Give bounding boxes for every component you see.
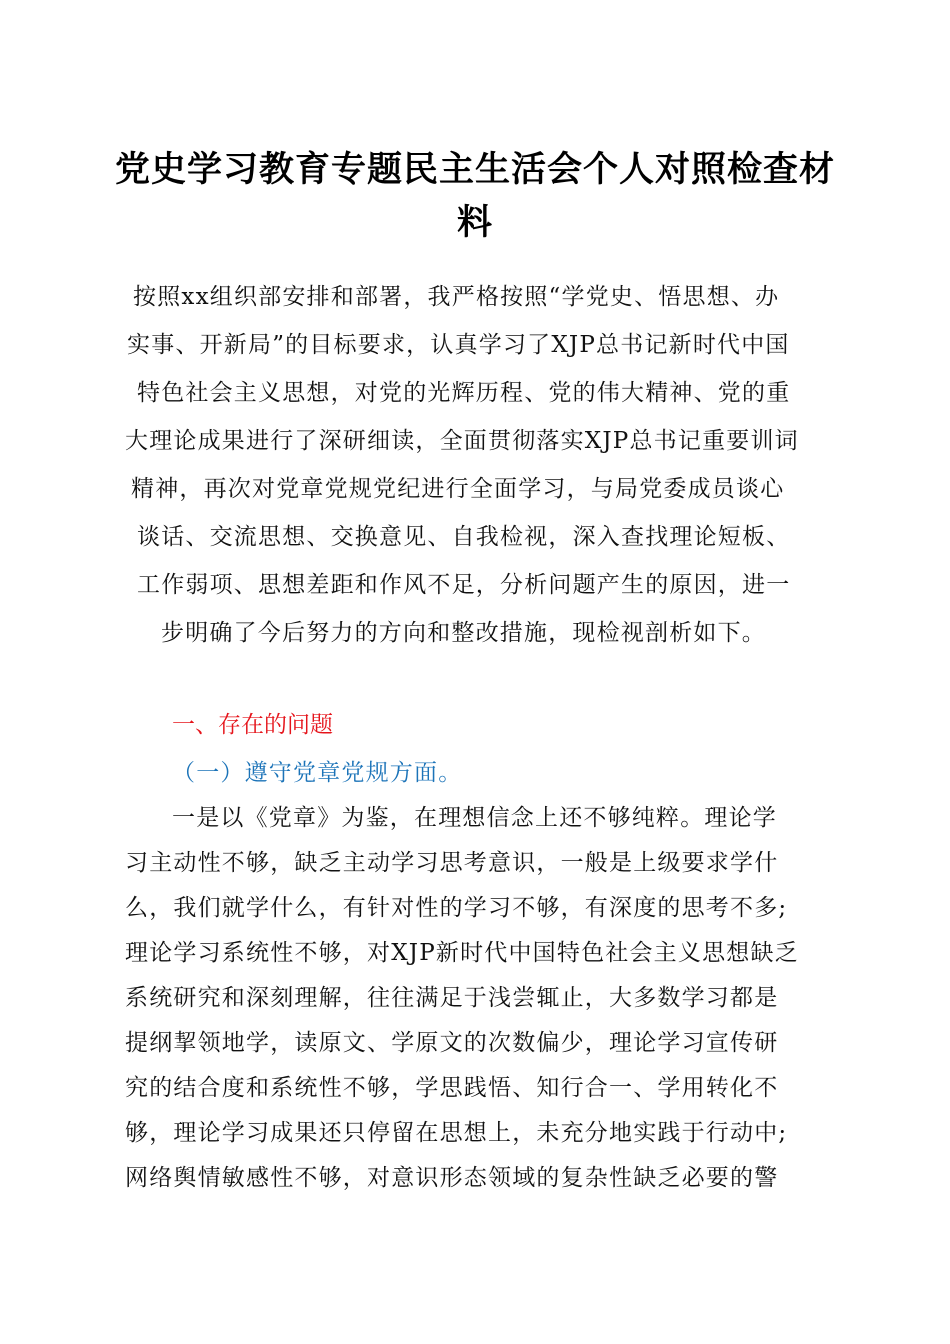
intro-line-2: 实事、开新局”的目标要求，认真学习了XJP总书记新时代中国 [127, 332, 790, 358]
body-line-9: 网络舆情敏感性不够，对意识形态领域的复杂性缺乏必要的警 [125, 1165, 779, 1191]
body-line-5: 系统研究和深刻理解，往往满足于浅尝辄止，大多数学习都是 [125, 985, 779, 1011]
intro-line-5: 精神，再次对党章党规党纪进行全面学习，与局党委成员谈心 [131, 476, 785, 502]
intro-line-1: 按照xx组织部安排和部署，我严格按照“学党史、悟思想、办 [133, 284, 780, 310]
intro-line-7: 工作弱项、思想差距和作风不足，分析问题产生的原因，进一 [137, 572, 791, 598]
body-line-1: 一是以《党章》为鉴，在理想信念上还不够纯粹。理论学 [172, 805, 777, 831]
intro-line-4: 大理论成果进行了深研细读，全面贯彻落实XJP总书记重要训词 [125, 428, 799, 454]
document-title: 党史学习教育专题民主生活会个人对照检查材料 [114, 149, 835, 243]
body-line-8: 够，理论学习成果还只停留在思想上，未充分地实践于行动中; [125, 1120, 788, 1146]
intro-line-8: 步明确了今后努力的方向和整改措施，现检视剖析如下。 [161, 620, 766, 646]
body-line-6: 提纲挈领地学，读原文、学原文的次数偏少，理论学习宣传研 [125, 1030, 779, 1056]
subsection-heading-party-rules: （一）遵守党章党规方面。 [172, 760, 463, 786]
body-line-7: 究的结合度和系统性不够，学思践悟、知行合一、学用转化不 [125, 1075, 779, 1101]
section-heading-problems: 一、存在的问题 [172, 712, 333, 738]
body-line-4: 理论学习系统性不够，对XJP新时代中国特色社会主义思想缺乏 [125, 940, 799, 966]
body-line-3: 么，我们就学什么，有针对性的学习不够，有深度的思考不多; [125, 895, 788, 921]
body-line-2: 习主动性不够，缺乏主动学习思考意识，一般是上级要求学什 [125, 850, 779, 876]
intro-line-3: 特色社会主义思想，对党的光辉历程、党的伟大精神、党的重 [137, 380, 791, 406]
intro-line-6: 谈话、交流思想、交换意见、自我检视，深入查找理论短板、 [137, 524, 791, 550]
